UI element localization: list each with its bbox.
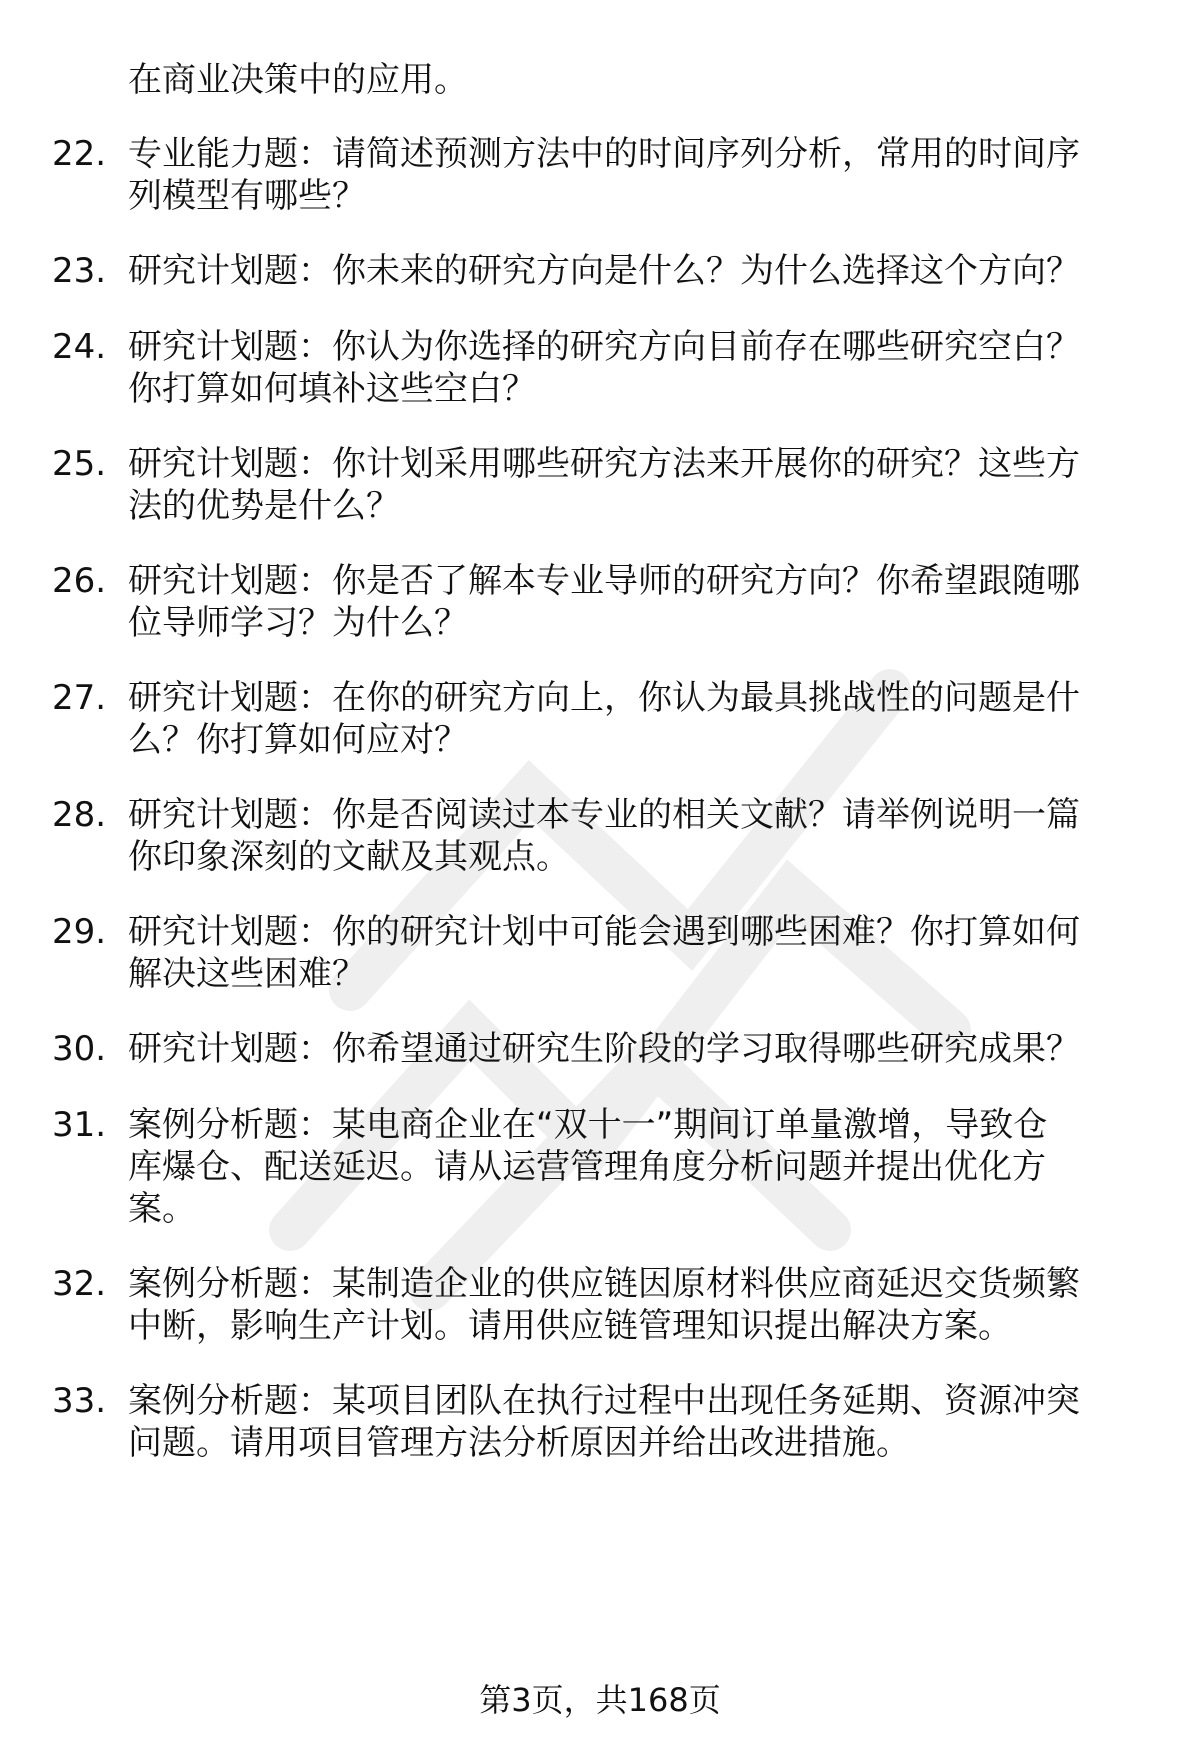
question-text-line: 研究计划题：在你的研究方向上，你认为最具挑战性的问题是什: [128, 678, 1080, 718]
question-text-line: 位导师学习？为什么？: [128, 603, 468, 643]
question-text-line: 案例分析题：某项目团队在执行过程中出现任务延期、资源冲突: [128, 1381, 1080, 1421]
question-text-line: 么？你打算如何应对？: [128, 720, 468, 760]
question-number: 24.: [52, 327, 107, 367]
question-number: 23.: [52, 251, 107, 291]
question-text-line: 解决这些困难？: [128, 954, 366, 994]
question-number: 27.: [52, 678, 107, 718]
question-text-line: 案。: [128, 1189, 196, 1229]
question-number: 29.: [52, 912, 107, 952]
question-text-line: 案例分析题：某制造企业的供应链因原材料供应商延迟交货频繁: [128, 1264, 1080, 1304]
question-text-line: 研究计划题：你是否了解本专业导师的研究方向？你希望跟随哪: [128, 561, 1080, 601]
question-text-line: 研究计划题：你希望通过研究生阶段的学习取得哪些研究成果？: [128, 1029, 1080, 1069]
question-text-line: 中断，影响生产计划。请用供应链管理知识提出解决方案。: [128, 1306, 1012, 1346]
question-text-line: 研究计划题：你的研究计划中可能会遇到哪些困难？你打算如何: [128, 912, 1080, 952]
question-number: 32.: [52, 1264, 107, 1304]
question-text-line: 列模型有哪些？: [128, 176, 366, 216]
question-text-line: 研究计划题：你计划采用哪些研究方法来开展你的研究？这些方: [128, 444, 1080, 484]
question-text-line: 你印象深刻的文献及其观点。: [128, 837, 570, 877]
question-text-line: 你打算如何填补这些空白？: [128, 369, 536, 409]
question-number: 22.: [52, 134, 107, 174]
question-text-line: 案例分析题：某电商企业在“双十一”期间订单量激增，导致仓: [128, 1105, 1048, 1145]
question-text-line: 法的优势是什么？: [128, 486, 400, 526]
question-text-line: 研究计划题：你认为你选择的研究方向目前存在哪些研究空白？: [128, 327, 1080, 367]
question-number: 33.: [52, 1381, 107, 1421]
question-number: 25.: [52, 444, 107, 484]
question-text-line: 专业能力题：请简述预测方法中的时间序列分析，常用的时间序: [128, 134, 1080, 174]
page-footer: 第3页，共168页: [479, 1681, 721, 1719]
question-number: 28.: [52, 795, 107, 835]
question-text-line: 研究计划题：你未来的研究方向是什么？为什么选择这个方向？: [128, 251, 1080, 291]
question-text-line: 研究计划题：你是否阅读过本专业的相关文献？请举例说明一篇: [128, 795, 1080, 835]
question-number: 26.: [52, 561, 107, 601]
carryover-line: 在商业决策中的应用。: [128, 60, 468, 100]
question-text-line: 问题。请用项目管理方法分析原因并给出改进措施。: [128, 1423, 910, 1463]
question-number: 30.: [52, 1029, 107, 1069]
question-text-line: 库爆仓、配送延迟。请从运营管理角度分析问题并提出优化方: [128, 1147, 1046, 1187]
question-number: 31.: [52, 1105, 107, 1145]
